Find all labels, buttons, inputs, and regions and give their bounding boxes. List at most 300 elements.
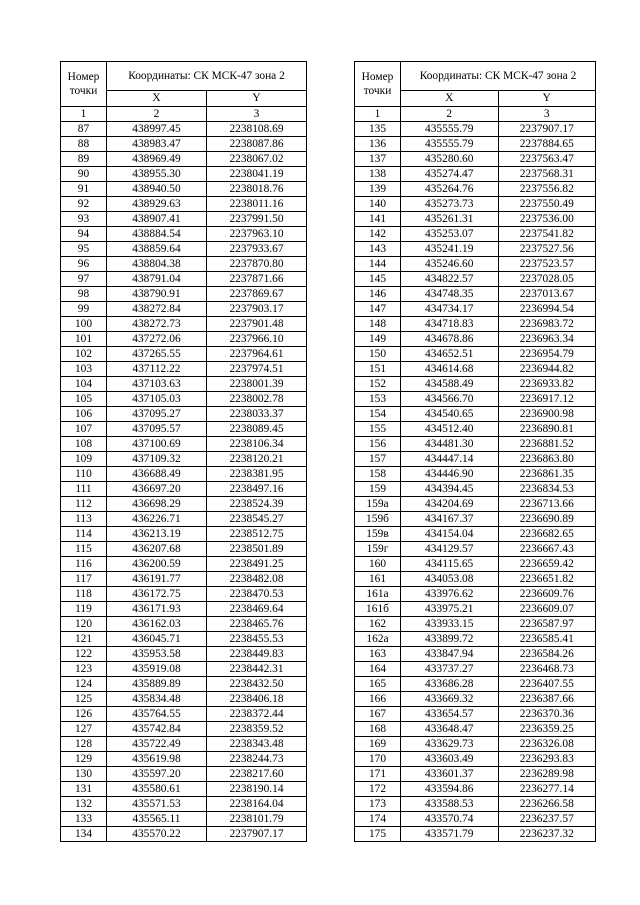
x-coordinate-cell: 434167.37 [401,512,499,527]
point-number-cell: 130 [61,767,107,782]
point-number-cell: 157 [355,452,401,467]
table-row [61,557,307,572]
y-coordinate-cell: 2237907.17 [207,827,307,842]
table-row [355,797,596,812]
y-coordinate-cell: 2236609.07 [498,602,596,617]
y-coordinate-cell: 2237871.66 [207,272,307,287]
x-coordinate-cell: 433669.32 [401,692,499,707]
table-row [355,182,596,197]
point-number-cell: 104 [61,377,107,392]
table-row [355,422,596,437]
column-index: 2 [401,107,499,122]
y-coordinate-cell: 2238011.16 [207,197,307,212]
table-row [61,467,307,482]
point-number-cell: 112 [61,497,107,512]
point-number-cell: 159г [355,542,401,557]
y-coordinate-cell: 2238381.95 [207,467,307,482]
x-column-header: X [401,91,499,107]
y-coordinate-cell: 2237903.17 [207,302,307,317]
point-number-cell: 109 [61,452,107,467]
y-coordinate-cell: 2237991.50 [207,212,307,227]
y-coordinate-cell: 2238244.73 [207,752,307,767]
point-number-cell: 103 [61,362,107,377]
x-coordinate-cell: 433737.27 [401,662,499,677]
table-row [61,287,307,302]
y-coordinate-cell: 2236963.34 [498,332,596,347]
x-coordinate-cell: 435619.98 [107,752,207,767]
table-row [61,767,307,782]
y-coordinate-cell: 2238101.79 [207,812,307,827]
y-coordinate-cell: 2236237.32 [498,827,596,842]
x-coordinate-cell: 438907.41 [107,212,207,227]
point-number-cell: 149 [355,332,401,347]
column-index: 1 [355,107,401,122]
point-number-cell: 156 [355,437,401,452]
point-number-cell: 136 [355,137,401,152]
x-coordinate-cell: 434588.49 [401,377,499,392]
point-number-cell: 154 [355,407,401,422]
table-row [61,752,307,767]
y-coordinate-cell: 2236863.80 [498,452,596,467]
point-number-cell: 134 [61,827,107,842]
x-coordinate-cell: 433571.79 [401,827,499,842]
x-coordinate-cell: 433654.57 [401,707,499,722]
table-row [61,527,307,542]
table-row [355,452,596,467]
table-row [61,692,307,707]
x-coordinate-cell: 435919.08 [107,662,207,677]
point-number-cell: 94 [61,227,107,242]
table-row [355,587,596,602]
point-number-cell: 137 [355,152,401,167]
y-coordinate-cell: 2238087.86 [207,137,307,152]
table-row [355,767,596,782]
point-number-cell: 153 [355,392,401,407]
table-row [61,302,307,317]
x-coordinate-cell: 438272.73 [107,317,207,332]
x-coordinate-cell: 436697.20 [107,482,207,497]
y-coordinate-cell: 2238469.64 [207,602,307,617]
x-coordinate-cell: 438790.91 [107,287,207,302]
table-row [355,167,596,182]
x-coordinate-cell: 435555.79 [401,137,499,152]
y-coordinate-cell: 2236289.98 [498,767,596,782]
x-coordinate-cell: 433847.94 [401,647,499,662]
y-coordinate-cell: 2237550.49 [498,197,596,212]
y-coordinate-cell: 2236293.83 [498,752,596,767]
y-coordinate-cell: 2237563.47 [498,152,596,167]
table-row [61,707,307,722]
y-coordinate-cell: 2237013.67 [498,287,596,302]
point-number-cell: 106 [61,407,107,422]
point-number-cell: 168 [355,722,401,737]
point-number-cell: 162 [355,617,401,632]
y-coordinate-cell: 2237870.80 [207,257,307,272]
x-coordinate-cell: 433899.72 [401,632,499,647]
x-coordinate-cell: 436688.49 [107,467,207,482]
y-coordinate-cell: 2238545.27 [207,512,307,527]
point-number-cell: 163 [355,647,401,662]
point-number-cell: 158 [355,467,401,482]
x-coordinate-cell: 435246.60 [401,257,499,272]
table-row [355,257,596,272]
table-row [61,212,307,227]
point-number-cell: 161а [355,587,401,602]
x-coordinate-cell: 436226.71 [107,512,207,527]
point-number-cell: 152 [355,377,401,392]
point-number-cell: 121 [61,632,107,647]
y-coordinate-cell: 2238041.19 [207,167,307,182]
table-row [61,497,307,512]
point-number-cell: 105 [61,392,107,407]
point-number-cell: 96 [61,257,107,272]
x-coordinate-cell: 435571.53 [107,797,207,812]
y-coordinate-cell: 2237869.67 [207,287,307,302]
point-number-cell: 159 [355,482,401,497]
table-row [355,302,596,317]
x-coordinate-cell: 436200.59 [107,557,207,572]
x-coordinate-cell: 437109.32 [107,452,207,467]
table-row [355,407,596,422]
table-row [61,362,307,377]
point-number-cell: 133 [61,812,107,827]
table-row [355,557,596,572]
point-number-cell: 171 [355,767,401,782]
x-coordinate-cell: 437095.57 [107,422,207,437]
x-coordinate-cell: 435742.84 [107,722,207,737]
table-row [355,242,596,257]
x-coordinate-cell: 436171.93 [107,602,207,617]
y-coordinate-cell: 2237901.48 [207,317,307,332]
x-coordinate-cell: 434718.83 [401,317,499,332]
table-row [61,182,307,197]
y-coordinate-cell: 2238217.60 [207,767,307,782]
point-number-cell: 127 [61,722,107,737]
y-coordinate-cell: 2236277.14 [498,782,596,797]
x-coordinate-cell: 438929.63 [107,197,207,212]
y-coordinate-cell: 2238524.39 [207,497,307,512]
x-coordinate-cell: 433603.49 [401,752,499,767]
table-row [355,647,596,662]
x-coordinate-cell: 434678.86 [401,332,499,347]
y-coordinate-cell: 2237527.56 [498,242,596,257]
x-coordinate-cell: 437095.27 [107,407,207,422]
y-coordinate-cell: 2236326.08 [498,737,596,752]
y-coordinate-cell: 2237541.82 [498,227,596,242]
table-row [355,287,596,302]
point-number-cell: 166 [355,692,401,707]
y-coordinate-cell: 2237884.65 [498,137,596,152]
column-index: 1 [61,107,107,122]
table-row [61,572,307,587]
y-coordinate-cell: 2238455.53 [207,632,307,647]
table-row [61,257,307,272]
table-row [355,512,596,527]
y-coordinate-cell: 2238501.89 [207,542,307,557]
x-coordinate-cell: 438804.38 [107,257,207,272]
table-row [355,542,596,557]
point-number-cell: 89 [61,152,107,167]
point-number-cell: 145 [355,272,401,287]
y-coordinate-cell: 2236407.55 [498,677,596,692]
x-coordinate-cell: 436172.75 [107,587,207,602]
x-coordinate-cell: 438969.49 [107,152,207,167]
y-coordinate-cell: 2238001.39 [207,377,307,392]
point-number-cell: 151 [355,362,401,377]
table-row [355,722,596,737]
y-coordinate-cell: 2238482.08 [207,572,307,587]
point-number-cell: 142 [355,227,401,242]
table-row [61,167,307,182]
point-number-cell: 139 [355,182,401,197]
table-row [355,782,596,797]
point-number-cell: 146 [355,287,401,302]
y-column-header: Y [498,91,596,107]
y-coordinate-cell: 2238002.78 [207,392,307,407]
x-coordinate-cell: 435764.55 [107,707,207,722]
x-coordinate-cell: 435274.47 [401,167,499,182]
point-number-cell: 117 [61,572,107,587]
point-number-cell: 135 [355,122,401,137]
point-number-cell: 143 [355,242,401,257]
y-coordinate-cell: 2238465.76 [207,617,307,632]
y-coordinate-cell: 2237974.51 [207,362,307,377]
point-number-cell: 102 [61,347,107,362]
table-row [355,272,596,287]
y-coordinate-cell: 2238359.52 [207,722,307,737]
y-coordinate-cell: 2236585.41 [498,632,596,647]
table-row [355,362,596,377]
x-coordinate-cell: 435565.11 [107,812,207,827]
point-number-cell: 150 [355,347,401,362]
y-coordinate-cell: 2237907.17 [498,122,596,137]
column-index: 2 [107,107,207,122]
point-number-cell: 93 [61,212,107,227]
point-number-cell: 108 [61,437,107,452]
x-coordinate-cell: 433570.74 [401,812,499,827]
y-coordinate-cell: 2238190.14 [207,782,307,797]
point-number-cell: 164 [355,662,401,677]
y-coordinate-cell: 2238470.53 [207,587,307,602]
table-row [355,677,596,692]
point-number-cell: 92 [61,197,107,212]
table-row [61,677,307,692]
table-row [61,617,307,632]
x-coordinate-cell: 434447.14 [401,452,499,467]
y-coordinate-cell: 2236266.58 [498,797,596,812]
y-coordinate-cell: 2236370.36 [498,707,596,722]
x-coordinate-cell: 434822.57 [401,272,499,287]
x-coordinate-cell: 433629.73 [401,737,499,752]
point-number-cell: 155 [355,422,401,437]
x-coordinate-cell: 437265.55 [107,347,207,362]
table-row [355,332,596,347]
y-coordinate-cell: 2236861.35 [498,467,596,482]
y-coordinate-cell: 2236983.72 [498,317,596,332]
y-coordinate-cell: 2236933.82 [498,377,596,392]
point-number-cell: 87 [61,122,107,137]
table-row [355,632,596,647]
y-coordinate-cell: 2237556.82 [498,182,596,197]
table-row [61,152,307,167]
point-number-cell: 111 [61,482,107,497]
point-number-cell: 98 [61,287,107,302]
table-row [355,572,596,587]
table-row [355,752,596,767]
y-coordinate-cell: 2236584.26 [498,647,596,662]
y-coordinate-cell: 2236651.82 [498,572,596,587]
x-coordinate-cell: 437100.69 [107,437,207,452]
x-coordinate-cell: 435953.58 [107,647,207,662]
point-number-header: Номер точки [61,62,107,107]
table-row [61,347,307,362]
point-number-cell: 113 [61,512,107,527]
y-coordinate-cell: 2236890.81 [498,422,596,437]
x-coordinate-cell: 435722.49 [107,737,207,752]
table-row [61,197,307,212]
x-coordinate-cell: 435834.48 [107,692,207,707]
y-coordinate-cell: 2236237.57 [498,812,596,827]
table-row [61,137,307,152]
x-coordinate-cell: 434394.45 [401,482,499,497]
y-coordinate-cell: 2236994.54 [498,302,596,317]
table-row [355,482,596,497]
table-row [355,692,596,707]
point-number-cell: 88 [61,137,107,152]
y-coordinate-cell: 2238512.75 [207,527,307,542]
table-row [355,347,596,362]
table-row [61,377,307,392]
x-coordinate-cell: 435597.20 [107,767,207,782]
x-coordinate-cell: 434204.69 [401,497,499,512]
x-coordinate-cell: 433601.37 [401,767,499,782]
x-coordinate-cell: 434540.65 [401,407,499,422]
point-number-cell: 161б [355,602,401,617]
table-row [355,497,596,512]
point-number-cell: 140 [355,197,401,212]
point-number-cell: 144 [355,257,401,272]
x-coordinate-cell: 435264.76 [401,182,499,197]
y-coordinate-cell: 2238343.48 [207,737,307,752]
y-coordinate-cell: 2236954.79 [498,347,596,362]
x-coordinate-cell: 435889.89 [107,677,207,692]
x-coordinate-cell: 438791.04 [107,272,207,287]
y-coordinate-cell: 2238442.31 [207,662,307,677]
table-row [61,452,307,467]
point-number-cell: 165 [355,677,401,692]
coordinate-system-header: Координаты: СК МСК-47 зона 2 [107,62,307,91]
y-coordinate-cell: 2236387.66 [498,692,596,707]
point-number-cell: 107 [61,422,107,437]
point-number-cell: 169 [355,737,401,752]
y-coordinate-cell: 2236359.25 [498,722,596,737]
point-number-cell: 95 [61,242,107,257]
table-row [61,722,307,737]
table-row [61,542,307,557]
table-row [355,317,596,332]
y-coordinate-cell: 2236917.12 [498,392,596,407]
table-row [61,482,307,497]
point-number-cell: 91 [61,182,107,197]
point-number-cell: 172 [355,782,401,797]
x-coordinate-cell: 438983.47 [107,137,207,152]
table-row [355,227,596,242]
table-row [355,737,596,752]
table-row [355,437,596,452]
point-number-cell: 173 [355,797,401,812]
table-row [61,737,307,752]
point-number-cell: 97 [61,272,107,287]
table-row [355,662,596,677]
y-coordinate-cell: 2237933.67 [207,242,307,257]
table-row [355,827,596,842]
x-coordinate-cell: 434129.57 [401,542,499,557]
x-coordinate-cell: 435580.61 [107,782,207,797]
table-row [61,272,307,287]
point-number-cell: 125 [61,692,107,707]
table-row [355,197,596,212]
x-coordinate-cell: 433594.86 [401,782,499,797]
x-coordinate-cell: 433976.62 [401,587,499,602]
x-coordinate-cell: 435261.31 [401,212,499,227]
x-coordinate-cell: 435241.19 [401,242,499,257]
x-coordinate-cell: 437112.22 [107,362,207,377]
table-row [355,392,596,407]
coordinates-table-right [354,61,596,842]
y-coordinate-cell: 2237536.00 [498,212,596,227]
y-coordinate-cell: 2238120.21 [207,452,307,467]
x-coordinate-cell: 434481.30 [401,437,499,452]
y-coordinate-cell: 2236667.43 [498,542,596,557]
coordinate-system-header: Координаты: СК МСК-47 зона 2 [401,62,596,91]
x-coordinate-cell: 435280.60 [401,152,499,167]
table-row [61,437,307,452]
table-row [61,602,307,617]
y-coordinate-cell: 2238067.02 [207,152,307,167]
table-row [61,317,307,332]
point-number-cell: 100 [61,317,107,332]
x-coordinate-cell: 438940.50 [107,182,207,197]
y-coordinate-cell: 2236682.65 [498,527,596,542]
y-coordinate-cell: 2236609.76 [498,587,596,602]
x-coordinate-cell: 433686.28 [401,677,499,692]
point-number-cell: 118 [61,587,107,602]
y-coordinate-cell: 2238033.37 [207,407,307,422]
y-coordinate-cell: 2238432.50 [207,677,307,692]
point-number-cell: 161 [355,572,401,587]
column-index: 3 [207,107,307,122]
point-number-cell: 99 [61,302,107,317]
x-coordinate-cell: 433648.47 [401,722,499,737]
table-row [355,122,596,137]
x-coordinate-cell: 438955.30 [107,167,207,182]
y-coordinate-cell: 2236900.98 [498,407,596,422]
x-coordinate-cell: 434446.90 [401,467,499,482]
y-coordinate-cell: 2236881.52 [498,437,596,452]
table-row [355,527,596,542]
y-coordinate-cell: 2238018.76 [207,182,307,197]
point-number-cell: 141 [355,212,401,227]
y-column-header: Y [207,91,307,107]
point-number-cell: 167 [355,707,401,722]
point-number-cell: 110 [61,467,107,482]
x-coordinate-cell: 435253.07 [401,227,499,242]
y-coordinate-cell: 2238372.44 [207,707,307,722]
y-coordinate-cell: 2237964.61 [207,347,307,362]
table-row [61,407,307,422]
y-coordinate-cell: 2238449.83 [207,647,307,662]
point-number-cell: 174 [355,812,401,827]
